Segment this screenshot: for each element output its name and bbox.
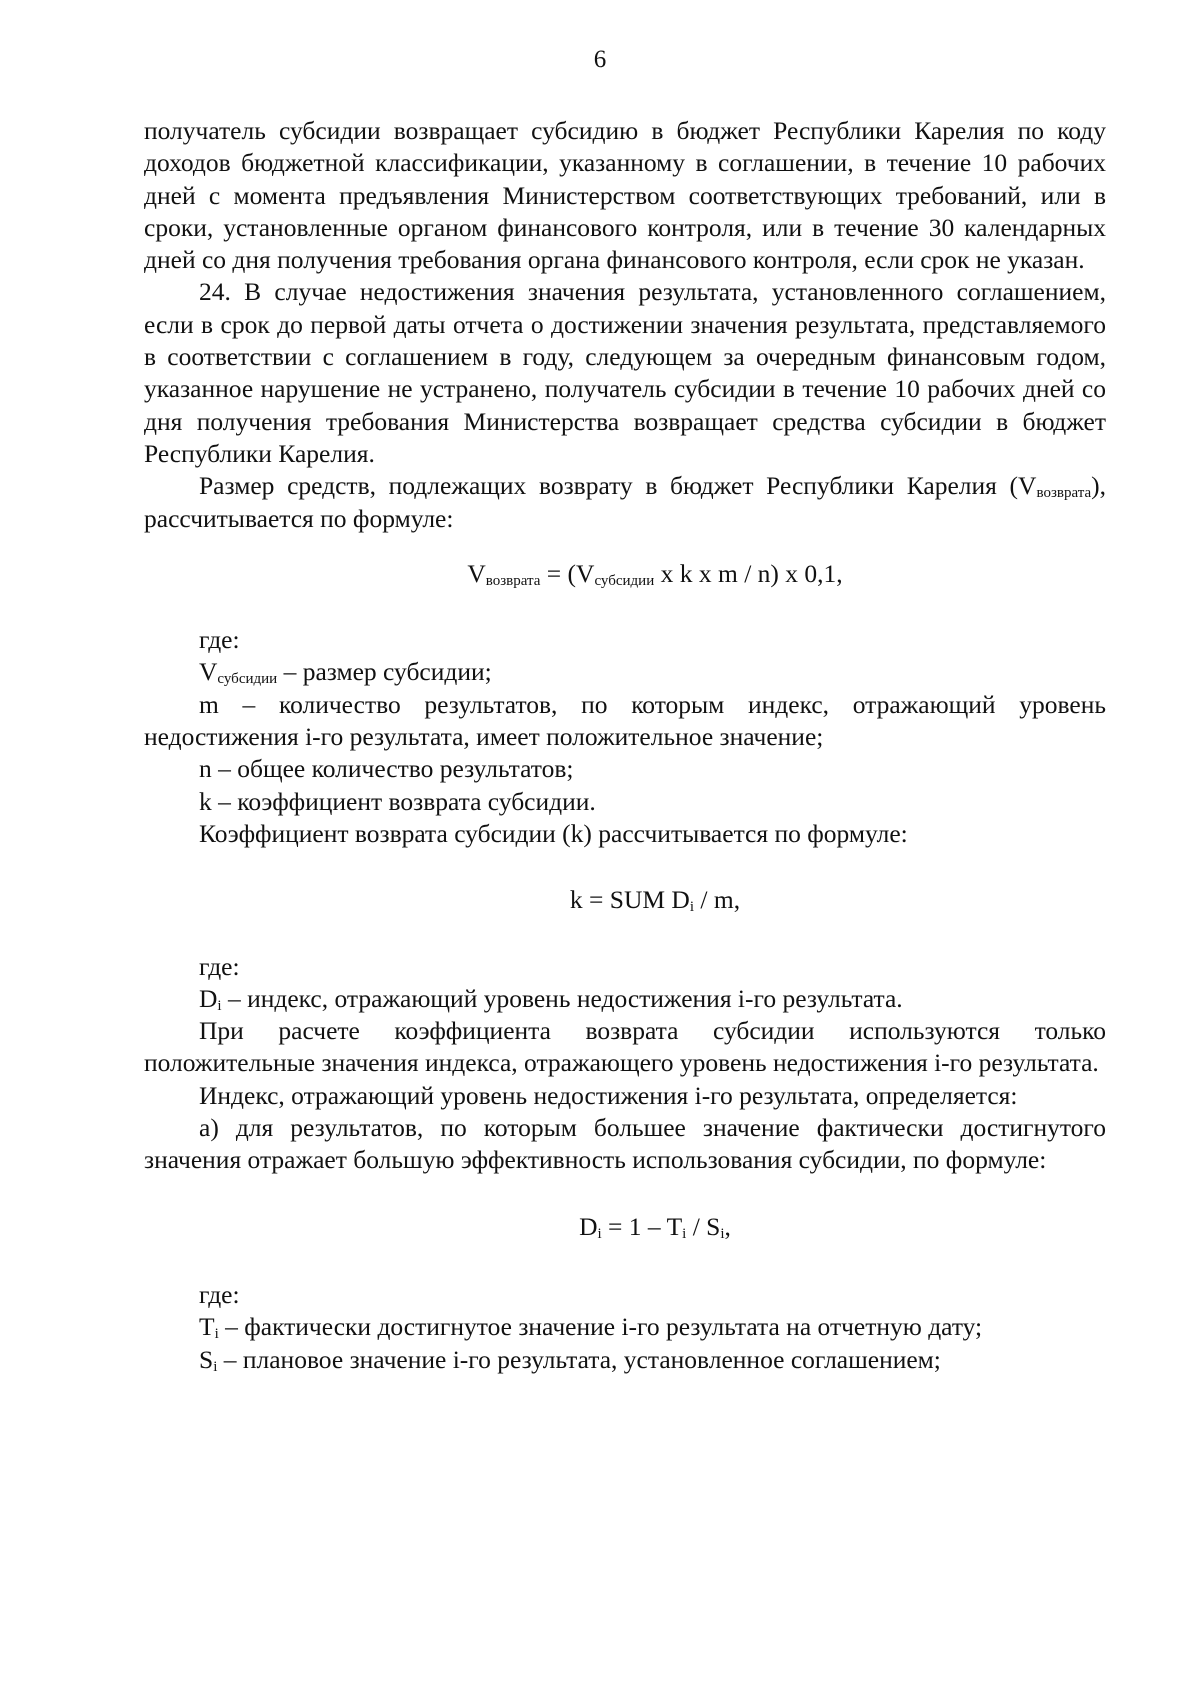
paragraph-case-a: а) для результатов, по которым большее значение фактически достигнутого значения отражает большую эффективность использования субсидии, по формуле: (144, 1113, 1106, 1175)
formula-d: $D_i = 1 - T_i / S_i$, (579, 1211, 731, 1242)
paragraph-k-intro: Коэффициент возврата субсидии (k) рассчитывается по формуле: (199, 818, 908, 848)
definition-k: k – коэффициент возврата субсидии. (199, 786, 596, 816)
document-body (144, 115, 1106, 1376)
where-label-1: где: (199, 625, 240, 655)
paragraph-24: 24. В случае недостижения значения результата, установленного соглашением, если в срок до первой даты отчета о достижении значения результата, представляемого в соответствии с соглашением в году, следующем за очередным финансовым годом, указанное нарушение не устранено, получатель субсидии в течение 10 рабочих дней со дня получения требования Министерства возвращает средства субсидии в бюджет Республики Карелия. (144, 277, 1106, 468)
definition-s: $S_i$ – плановое значение i-го результата, установленное соглашением; (199, 1344, 941, 1375)
paragraph-refund-size: Размер средств, подлежащих возврату в бюджет Республики Карелия $(V_{возврата})$, рассчитывается по формуле: (144, 471, 1106, 533)
where-label-2: где: (199, 951, 240, 981)
definition-v-subsidy: $V_{субсидии}$ – размер субсидии; (199, 657, 492, 688)
page-number: 6 (593, 46, 607, 73)
formula-refund: $V_{возврата} = (V_{субсидии}$ x k x m / n) x 0,1, (467, 558, 843, 589)
formula-k: k = SUM $D_i$ / m, (569, 885, 741, 916)
where-label-3: где: (199, 1279, 240, 1309)
definition-t: $T_i$ – фактически достигнутое значение i-го результата на отчетную дату; (199, 1312, 983, 1343)
definition-d: $D_i$ – индекс, отражающий уровень недостижения i-го результата. (199, 983, 903, 1014)
paragraph-refund-continuation: получатель субсидии возвращает субсидию в бюджет Республики Карелия по коду доходов бюджетной классификации, указанному в соглашении, в течение 10 рабочих дней с момента предъявления Министерством соответствующих требований, или в сроки, установленные органом финансового контроля, или в течение 30 календарных дней со дня получения требования органа финансового контроля, если срок не указан. (144, 116, 1106, 275)
definition-m: m – количество результатов, по которым индекс, отражающий уровень недостижения i-го результата, имеет положительное значение; (144, 689, 1106, 752)
paragraph-index-definition: Индекс, отражающий уровень недостижения i-го результата, определяется: (199, 1080, 1018, 1110)
paragraph-positive-values: При расчете коэффициента возврата субсидии используются только положительные значения индекса, отражающего уровень недостижения i-го результата. (144, 1016, 1106, 1078)
definition-n: n – общее количество результатов; (199, 754, 574, 784)
